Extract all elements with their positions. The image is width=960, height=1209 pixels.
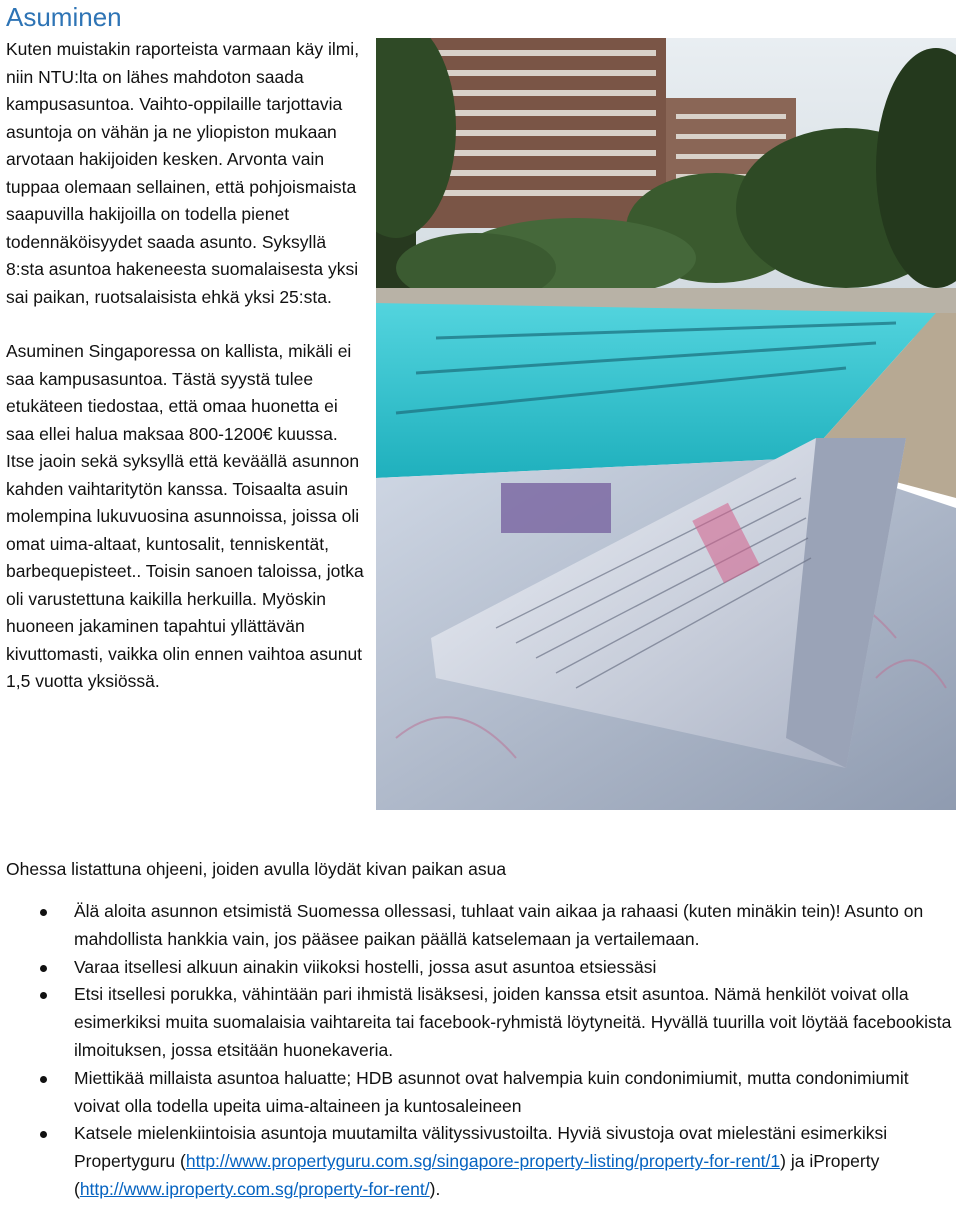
paragraph-campus-housing: Kuten muistakin raporteista varmaan käy ilmi, niin NTU:lta on lähes mahdoton saada kampusasuntoa. Vaihto-oppilaille tarjottavia asuntoja on vähän ja ne yliopiston mukaan arvotaan hakijoiden kesken. Arvonta vain tuppaa olemaan sellainen, että pohjoismaista saapuvilla hakijoilla on todella pienet todennäköisyydet saada asunto. Syksyllä 8:sta asuntoa hakeneesta suomalaisesta yksi sai paikan, ruotsalaisista ehkä yksi 25:sta. — [6, 39, 360, 307]
page-title: Asuminen — [6, 2, 122, 32]
bullet-icon — [40, 1076, 47, 1083]
propertyguru-link[interactable]: http://www.propertyguru.com.sg/singapore-property-listing/property-for-rent/1 — [185, 1151, 781, 1172]
bullet-icon — [40, 909, 47, 916]
list-item: Miettikää millaista asuntoa haluatte; HDB asunnot ovat halvempia kuin condonimiumit, mutta condonimiumit voivat olla todella upeita uima-altaineen ja kuntosaleineen — [40, 1065, 956, 1121]
pool-with-magazine-photo — [376, 38, 956, 810]
bullet-icon — [40, 992, 47, 999]
list-item: Etsi itsellesi porukka, vähintään pari ihmistä lisäksesi, joiden kanssa etsit asuntoa. Nämä henkilöt voivat olla esimerkiksi muita suomalaisia vaihtareita tai facebook-ryhmistä löytyneitä. Hyvällä tuurilla voit löytää facebookista ilmoituksen, jossa etsitään huonekaveria. — [40, 981, 956, 1064]
bullet-icon — [40, 1131, 47, 1138]
list-item: Älä aloita asunnon etsimistä Suomessa ollessasi, tuhlaat vain aikaa ja rahaasi (kuten minäkin tein)! Asunto on mahdollista hankkia vain, jos pääsee paikan päällä katselemaan ja vertailemaan. — [40, 898, 956, 954]
list-item: Katsele mielenkiintoisia asuntoja muutamilta välityssivustoilta. Hyviä sivustoja ovat mielestäni esimerkiksi Propertyguru (http://www.propertyguru.com.sg/singapore-property-listing/property-for-rent/1) ja iProperty (http://www.iproperty.com.sg/property-for-rent/). — [40, 1120, 956, 1203]
housing-tips-list — [40, 898, 956, 1204]
paragraph-housing-costs: Asuminen Singaporessa on kallista, mikäli ei saa kampusasuntoa. Tästä syystä tulee etukäteen tiedostaa, että omaa huonetta ei saa ellei halua maksaa 800-1200€ kuussa. Itse jaoin sekä syksyllä että keväällä asunnon kahden vaihtaritytön kanssa. Toisaalta asuin molempina lukuvuosina asunnoissa, joissa oli omat uima-altaat, kuntosalit, tenniskentät, barbequepisteet.. Toisin sanoen taloissa, jotka oli varustettuna kaikilla herkuilla. Myöskin huoneen jakaminen tapahtui yllättävän kivuttomasti, vaikka olin ennen vaihtoa asunut 1,5 vuotta yksiössä. — [6, 341, 364, 691]
iproperty-link[interactable]: http://www.iproperty.com.sg/property-for-rent/ — [79, 1178, 430, 1199]
list-item: Varaa itsellesi alkuun ainakin viikoksi hostelli, jossa asut asuntoa etsiessäsi — [40, 954, 956, 982]
left-text-column — [6, 36, 368, 696]
bullet-icon — [40, 965, 47, 972]
tips-intro: Ohessa listattuna ohjeeni, joiden avulla löydät kivan paikan asua — [6, 859, 507, 879]
